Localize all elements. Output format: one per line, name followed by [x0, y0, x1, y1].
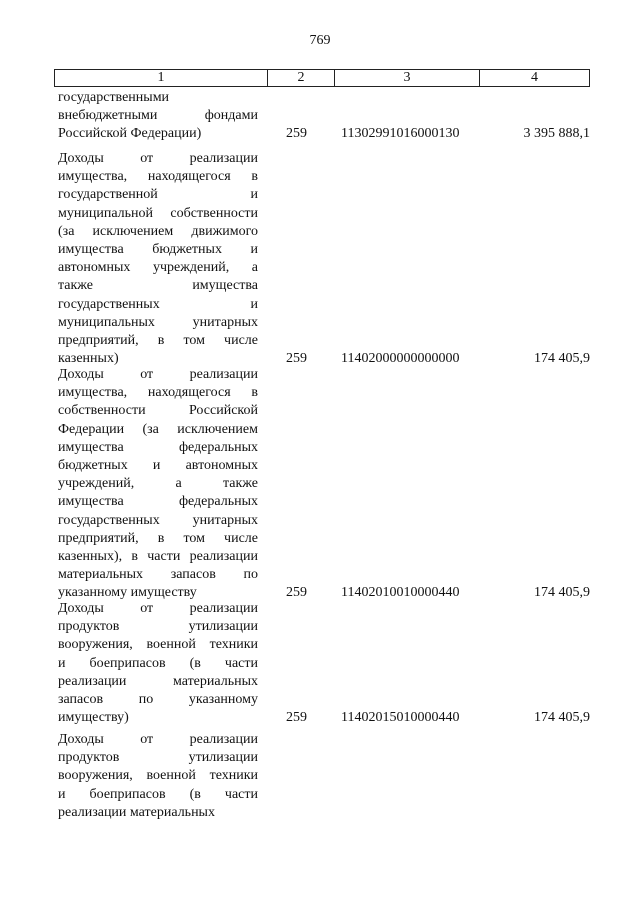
- description-line: указанному имуществу: [58, 585, 197, 601]
- description-line: имущества федеральных: [58, 439, 258, 455]
- cell-budget-code: 11302991016000130: [341, 126, 460, 142]
- description-line: Российской Федерации): [58, 126, 202, 142]
- header-col-2: 2: [268, 70, 335, 86]
- description-line: вооружения, военной техники: [58, 637, 258, 653]
- description-line: запасов по указанному: [58, 691, 258, 707]
- table-row: [58, 366, 590, 602]
- cell-admin-code: 259: [286, 126, 307, 142]
- description-line: имущества, находящегося в: [58, 385, 258, 401]
- header-col-4: 4: [531, 70, 538, 85]
- cell-amount: 174 405,9: [534, 585, 590, 601]
- cell-budget-code: 11402000000000000: [341, 351, 460, 367]
- cell-admin-code: 259: [286, 710, 307, 726]
- table-row: [58, 731, 590, 822]
- description-line: Доходы от реализации: [58, 367, 258, 382]
- description-line: внебюджетными фондами: [58, 108, 258, 124]
- description-line: также имущества: [58, 278, 258, 294]
- page-number: 769: [309, 33, 331, 48]
- description-line: имущества бюджетных и: [58, 241, 258, 257]
- cell-admin-code: 259: [286, 351, 307, 367]
- description-line: Доходы от реализации: [58, 151, 258, 166]
- description-line: Федерации (за исключением: [58, 421, 258, 437]
- row-description: [58, 600, 258, 727]
- table-row: [58, 89, 590, 144]
- row-description: [58, 731, 258, 822]
- cell-budget-code: 11402010010000440: [341, 585, 460, 601]
- description-line: автономных учреждений, а: [58, 260, 258, 276]
- description-line: предприятий, в том числе: [58, 530, 258, 546]
- description-line: и боеприпасов (в части: [58, 655, 258, 671]
- header-col-1: 1: [55, 70, 268, 86]
- table-header-row: [54, 69, 590, 87]
- row-description: [58, 366, 258, 602]
- table-row: [58, 600, 590, 727]
- description-line: реализации материальных: [58, 804, 215, 820]
- header-col-3: 3: [335, 70, 480, 86]
- description-line: имущества федеральных: [58, 494, 258, 510]
- cell-admin-code: 259: [286, 585, 307, 601]
- description-line: бюджетных и автономных: [58, 457, 258, 473]
- description-line: продуктов утилизации: [58, 619, 258, 635]
- description-line: и боеприпасов (в части: [58, 786, 258, 802]
- description-line: государственных и: [58, 296, 258, 312]
- description-line: собственности Российской: [58, 403, 258, 419]
- description-line: учреждений, а также: [58, 476, 258, 492]
- cell-budget-code: 11402015010000440: [341, 710, 460, 726]
- description-line: муниципальной собственности: [58, 205, 258, 221]
- description-line: вооружения, военной техники: [58, 768, 258, 784]
- description-line: (за исключением движимого: [58, 223, 258, 239]
- description-line: продуктов утилизации: [58, 750, 258, 766]
- table-row: [58, 150, 590, 368]
- description-line: имуществу): [58, 710, 129, 726]
- description-line: муниципальных унитарных: [58, 314, 258, 330]
- description-line: государственных унитарных: [58, 512, 258, 528]
- description-line: казенных): [58, 351, 119, 367]
- row-description: [58, 150, 258, 368]
- cell-amount: 174 405,9: [534, 710, 590, 726]
- description-line: государственными: [58, 90, 170, 105]
- description-line: Доходы от реализации: [58, 601, 258, 616]
- description-line: материальных запасов по: [58, 567, 258, 583]
- description-line: предприятий, в том числе: [58, 332, 258, 348]
- row-description: [58, 89, 258, 144]
- description-line: казенных), в части реализации: [58, 548, 258, 564]
- description-line: государственной и: [58, 187, 258, 203]
- description-line: Доходы от реализации: [58, 732, 258, 747]
- description-line: имущества, находящегося в: [58, 169, 258, 185]
- description-line: реализации материальных: [58, 673, 258, 689]
- cell-amount: 3 395 888,1: [523, 126, 590, 142]
- cell-amount: 174 405,9: [534, 351, 590, 367]
